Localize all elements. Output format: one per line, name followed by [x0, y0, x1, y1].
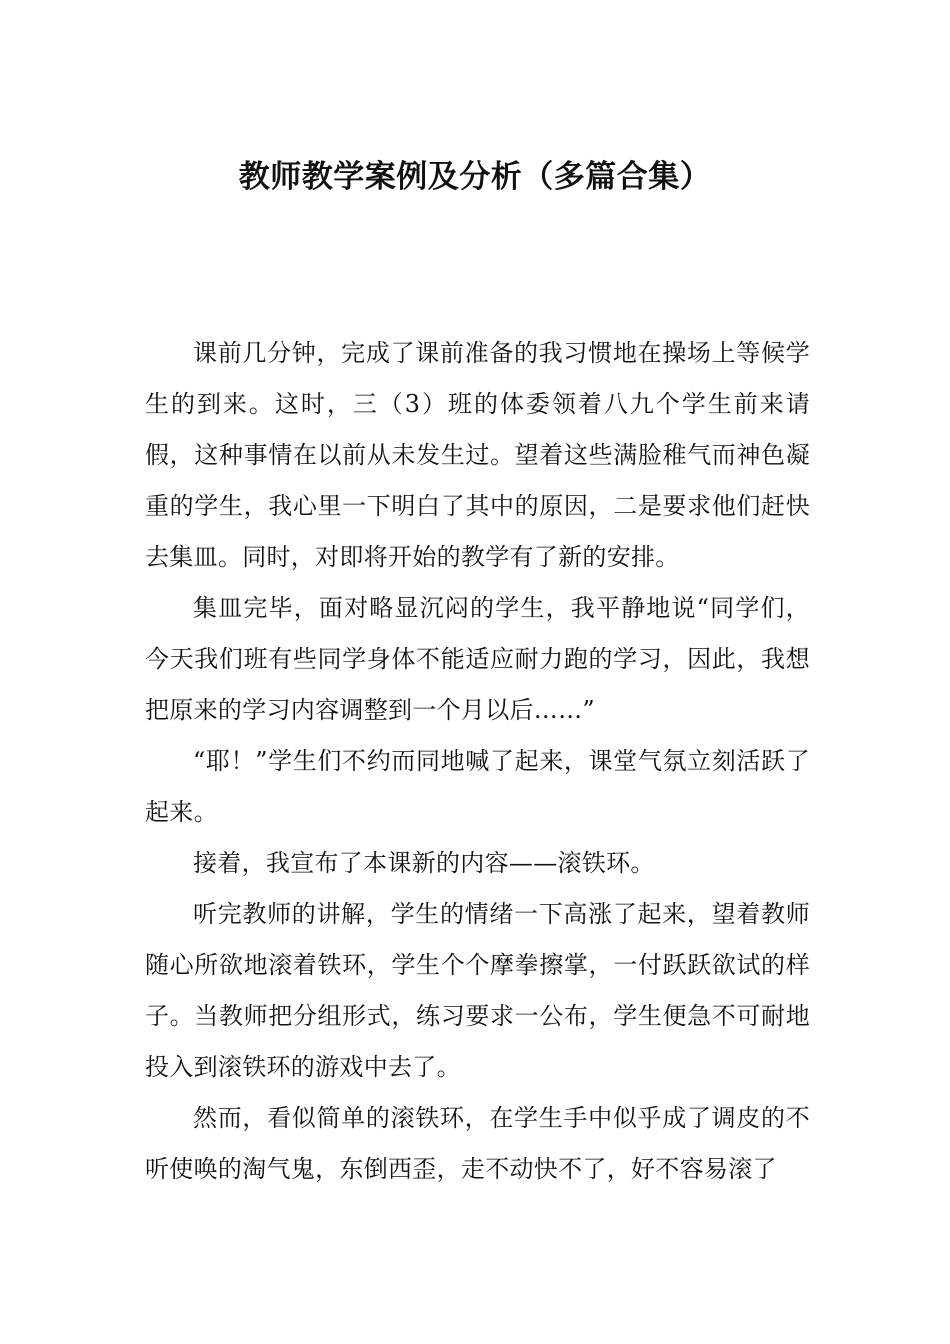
document-title: 教师教学案例及分析（多篇合集） [238, 159, 712, 195]
paragraph-4: 接着，我宣布了本课新的内容——滚铁环。 [193, 849, 655, 877]
paragraph-5: 听完教师的讲解，学生的情绪一下高涨了起来，望着教师随心所欲地滚着铁环，学生个个摩拳擦掌，一付跃跃欲试的样子。当教师把分组形式，练习要求一公布，学生便急不可耐地投入到滚铁环的游戏中去了。 [145, 900, 810, 1081]
paragraph-1: 课前几分钟，完成了课前准备的我习惯地在操场上等候学生的到来。这时，三（3）班的体委领着八九个学生前来请假，这种事情在以前从未发生过。望着这些满脸稚气而神色凝重的学生，我心里一下明白了其中的原因，二是要求他们赶快去集皿。同时，对即将开始的教学有了新的安排。 [145, 339, 810, 571]
paragraph-2: 集皿完毕，面对略显沉闷的学生，我平静地说“同学们，今天我们班有些同学身体不能适应耐力跑的学习，因此，我想把原来的学习内容调整到一个月以后……” [145, 594, 810, 724]
paragraph-3: “耶！”学生们不约而同地喊了起来，课堂气氛立刻活跃了起来。 [145, 747, 810, 826]
paragraph-6: 然而，看似简单的滚铁环，在学生手中似乎成了调皮的不听使唤的淘气鬼，东倒西歪，走不动快不了，好不容易滚了 [145, 1104, 810, 1183]
document-body [145, 328, 810, 1195]
